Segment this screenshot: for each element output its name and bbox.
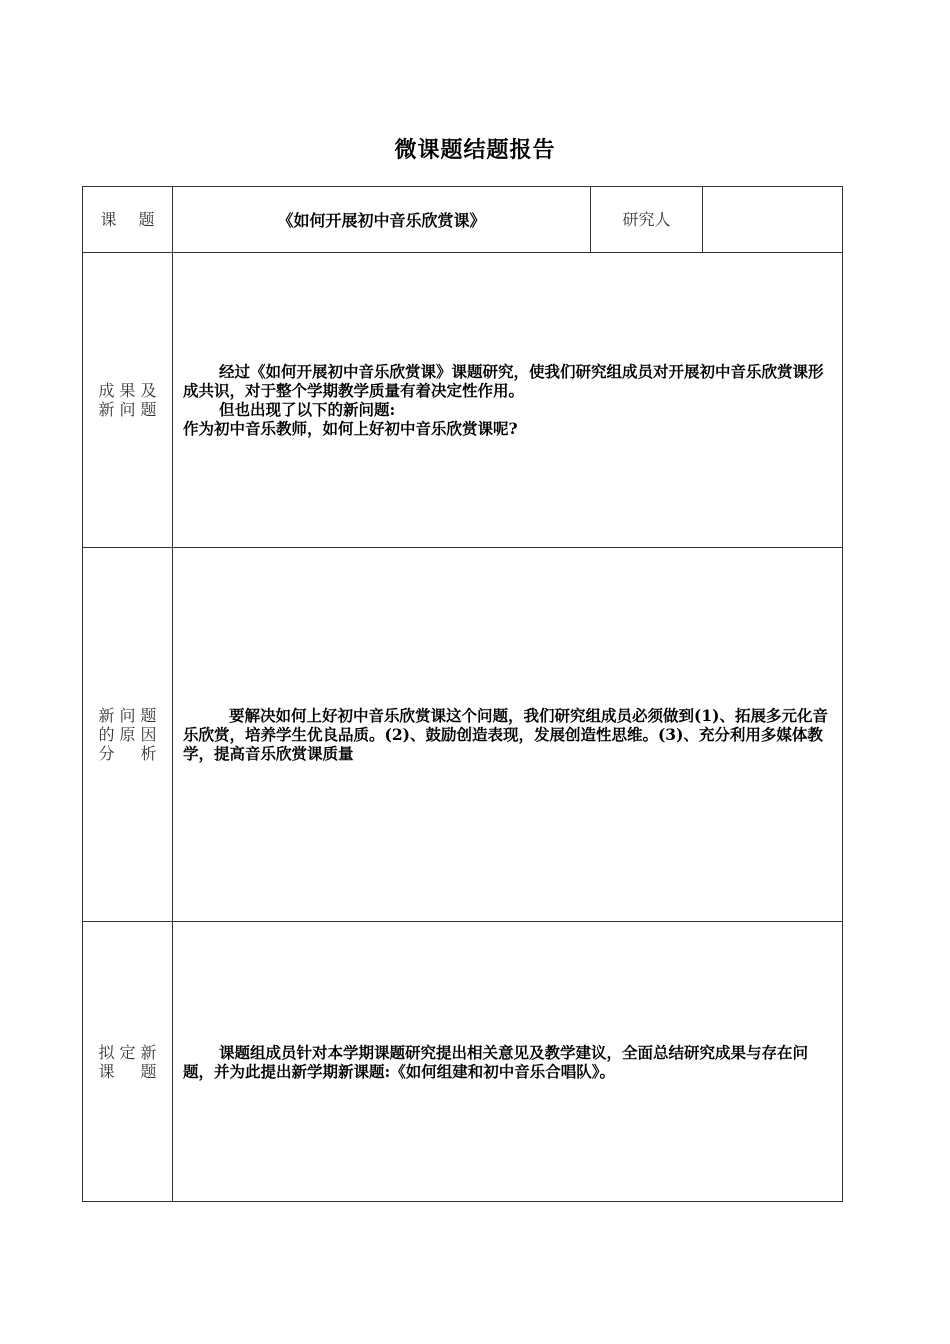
results-content-cell — [173, 253, 843, 548]
topic-label: 课 题 — [100, 210, 155, 229]
topic-row — [83, 187, 843, 253]
results-row — [83, 253, 843, 548]
results-label — [99, 381, 157, 419]
new-topic-paragraph-1: 课题组成员针对本学期课题研究提出相关意见及教学建议，全面总结研究成果与存在问题，并为此提出新学期新课题:《如何组建和初中音乐合唱队》。 — [183, 1042, 809, 1081]
researcher-label: 研究人 — [622, 210, 671, 229]
document-title: 微课题结题报告 — [394, 137, 556, 163]
new-topic-label-line-1: 拟定新 — [98, 1042, 157, 1062]
topic-value: 《如何开展初中音乐欣赏课》 — [277, 211, 486, 230]
analysis-label-line-2: 的原因 — [98, 725, 157, 744]
analysis-paragraph-1: 要解决如何上好初中音乐欣赏课这个问题，我们研究组成员必须做到(1)、拓展多元化音乐欣赏，培养学生优良品质。(2)、鼓励创造表现，发展创造性思维。(3)、充分利用多媒体教学，提高音乐欣赏课质量 — [183, 706, 828, 763]
new-topic-row — [83, 922, 843, 1202]
topic-value-cell — [173, 187, 591, 253]
results-label-line-1: 成果及 — [98, 381, 157, 400]
analysis-row — [83, 548, 843, 922]
results-label-cell — [83, 253, 173, 548]
new-topic-label — [99, 1043, 157, 1081]
report-table — [82, 186, 843, 1202]
results-label-line-2: 新问题 — [98, 400, 157, 419]
new-topic-label-line-2: 课 题 — [98, 1061, 157, 1081]
analysis-label — [99, 706, 157, 763]
analysis-content-cell — [173, 548, 843, 922]
topic-label-cell — [83, 187, 173, 253]
results-paragraph-3: 作为初中音乐教师，如何上好初中音乐欣赏课呢? — [183, 419, 518, 438]
new-topic-content-cell — [173, 922, 843, 1202]
analysis-label-line-1: 新问题 — [98, 706, 157, 725]
analysis-label-line-3: 分 析 — [98, 744, 157, 763]
researcher-label-cell — [591, 187, 703, 253]
results-paragraph-1: 经过《如何开展初中音乐欣赏课》课题研究，使我们研究组成员对开展初中音乐欣赏课形成共识，对于整个学期教学质量有着决定性作用。 — [183, 362, 824, 400]
analysis-label-cell — [83, 548, 173, 922]
researcher-value-cell — [703, 187, 843, 253]
results-paragraph-2: 但也出现了以下的新问题: — [219, 400, 396, 419]
new-topic-label-cell — [83, 922, 173, 1202]
